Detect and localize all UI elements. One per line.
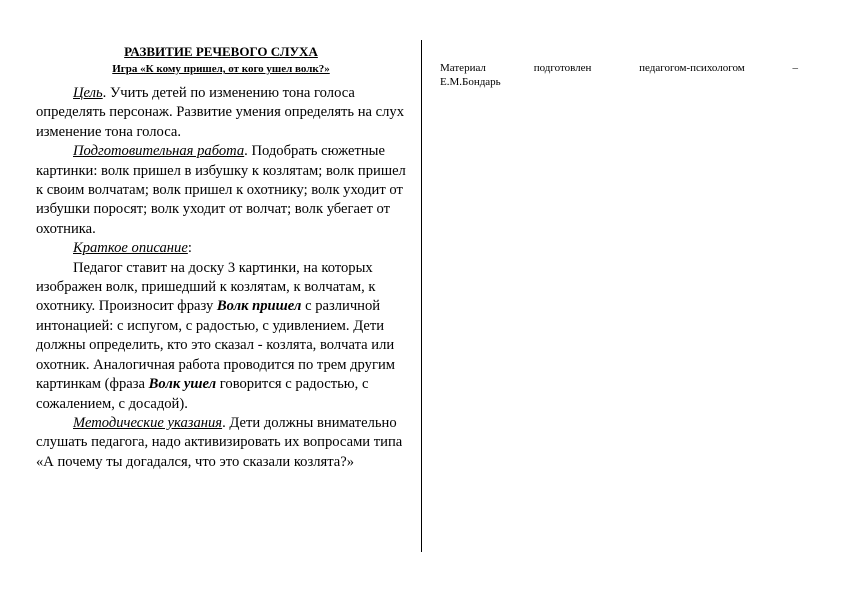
preparation-text: . Подобрать сюжетные картинки: волк пришел в избушку к козлятам; волк пришел к своим волчатам; волк пришел к охотнику; волк уходит от избушки поросят; волк уходит от волчат; волк убегает от охотника. — [36, 143, 406, 237]
preparation-heading: Подготовительная работа — [73, 143, 245, 160]
credit-word-material: Материал — [440, 62, 486, 74]
credit-block — [440, 61, 798, 89]
document-title: РАЗВИТИЕ РЕЧЕВОГО СЛУХА — [124, 44, 318, 59]
credit-word-role: педагогом-психологом — [639, 62, 745, 74]
credit-author-name: Е.М.Бондарь — [440, 76, 501, 88]
goal-text: . Учить детей по изменению тона голоса определять персонаж. Развитие умения определять на слух изменение тона голоса. — [36, 85, 405, 140]
column-divider — [421, 40, 422, 552]
preparation-paragraph — [36, 142, 406, 239]
goal-paragraph — [36, 84, 406, 142]
description-text-part1: Педагог ставит на доску 3 картинки, на которых изображен волк, пришедший к козлятам, к волчатам, к охотнику. Произносит фразу — [36, 259, 376, 315]
description-heading-line — [36, 239, 406, 258]
description-phrase-wolf-came: Волк пришел — [216, 298, 302, 315]
credit-line — [440, 61, 798, 75]
guidelines-text: . Дети должны внимательно слушать педагога, надо активизировать их вопросами типа «А почему ты догадался, что это сказали козлята?» — [36, 414, 403, 470]
goal-heading: Цель — [73, 85, 103, 101]
credit-word-prepared: подготовлен — [533, 62, 592, 74]
guidelines-heading: Методические указания — [73, 414, 223, 431]
description-heading: Краткое описание — [73, 240, 188, 257]
document-subtitle: Игра «К кому пришел, от кого ушел волк?» — [112, 63, 330, 75]
description-text-part3: говорится с радостью, с сожалением, с досадой). — [36, 376, 369, 412]
credit-dash: – — [792, 62, 798, 74]
guidelines-paragraph — [36, 414, 406, 472]
description-phrase-wolf-left: Волк ушел — [148, 376, 217, 393]
description-text-part2: с различной интонацией: с испугом, с радостью, с удивлением. Дети должны определить, кто это сказал - козлята, волчата или охотник. Аналогичная работа проводится по трем другим картинкам (фраза — [36, 298, 395, 393]
main-column — [36, 44, 406, 472]
description-paragraph — [36, 259, 406, 414]
description-heading-suffix: : — [187, 240, 192, 257]
